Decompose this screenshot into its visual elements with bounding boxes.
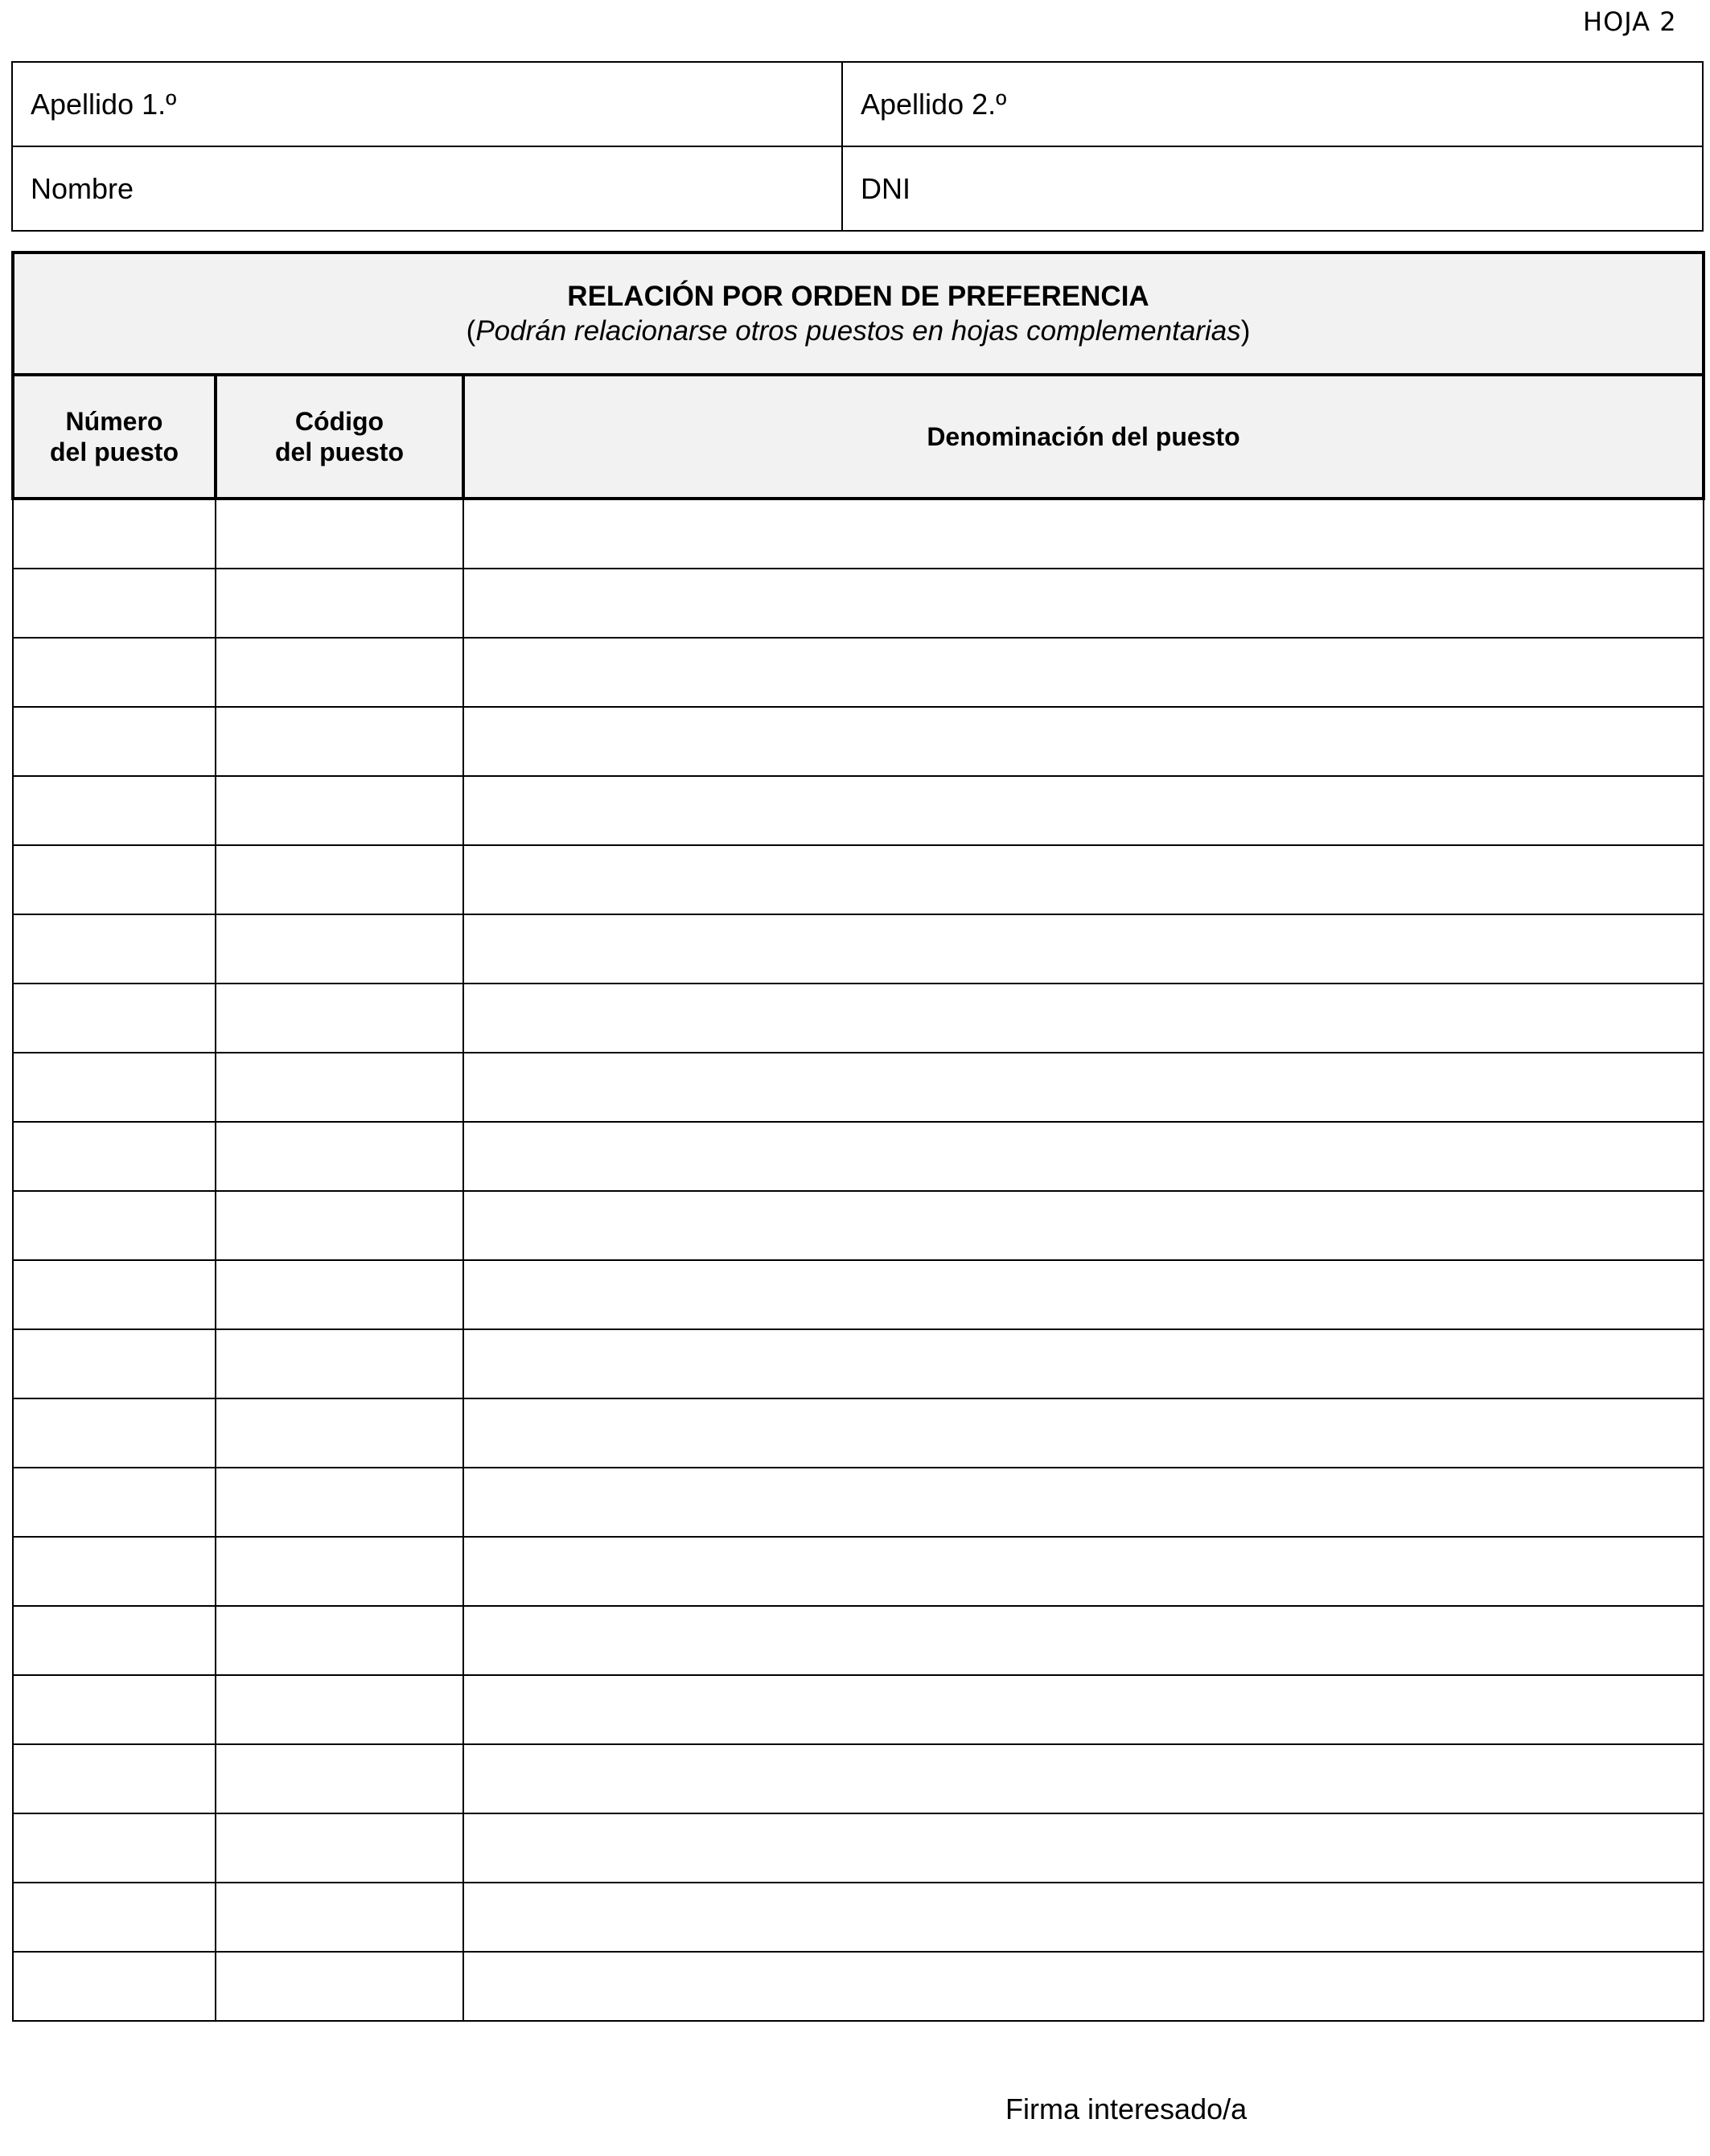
- position-number-cell[interactable]: [13, 638, 216, 707]
- position-code-cell[interactable]: [216, 914, 463, 984]
- table-row: [13, 1675, 1704, 1744]
- surname1-label: Apellido 1.º: [31, 87, 177, 121]
- position-number-cell[interactable]: [13, 1329, 216, 1398]
- dni-label: DNI: [861, 171, 910, 205]
- position-name-cell[interactable]: [463, 1744, 1704, 1813]
- table-row: [13, 914, 1704, 984]
- position-name-cell[interactable]: [463, 1883, 1704, 1952]
- position-number-cell[interactable]: [13, 1675, 216, 1744]
- signature-label: Firma interesado/a: [1005, 2092, 1248, 2125]
- position-code-cell[interactable]: [216, 707, 463, 776]
- name-field[interactable]: [12, 146, 842, 231]
- table-row: [13, 1053, 1704, 1122]
- position-name-cell[interactable]: [463, 776, 1704, 845]
- table-row: [13, 1744, 1704, 1813]
- preferences-subtitle: (Podrán relacionarse otros puestos en hojas complementarias): [466, 315, 1251, 347]
- position-code-cell[interactable]: [216, 1398, 463, 1468]
- position-name-cell[interactable]: [463, 569, 1704, 638]
- table-row: [13, 1260, 1704, 1329]
- position-code-cell[interactable]: [216, 1122, 463, 1191]
- table-row: [13, 1606, 1704, 1675]
- position-name-cell[interactable]: [463, 1468, 1704, 1537]
- position-code-cell[interactable]: [216, 1952, 463, 2021]
- table-row: [13, 1122, 1704, 1191]
- position-code-cell[interactable]: [216, 845, 463, 914]
- table-row: [13, 499, 1704, 569]
- position-code-cell[interactable]: [216, 638, 463, 707]
- table-row: [13, 1468, 1704, 1537]
- position-code-cell[interactable]: [216, 776, 463, 845]
- position-code-cell[interactable]: [216, 1883, 463, 1952]
- position-code-cell[interactable]: [216, 1191, 463, 1260]
- column-header-row: [13, 375, 1704, 499]
- position-name-cell[interactable]: [463, 1053, 1704, 1122]
- position-name-cell[interactable]: [463, 499, 1704, 569]
- table-row: [12, 146, 1703, 231]
- table-row: [13, 1398, 1704, 1468]
- position-number-cell[interactable]: [13, 499, 216, 569]
- position-name-cell[interactable]: [463, 1813, 1704, 1883]
- table-row: [13, 569, 1704, 638]
- personal-data-table: [11, 61, 1704, 232]
- position-name-cell[interactable]: [463, 1191, 1704, 1260]
- position-number-cell[interactable]: [13, 707, 216, 776]
- preferences-title-cell: [13, 253, 1704, 375]
- position-name-cell[interactable]: [463, 1537, 1704, 1606]
- position-name-cell[interactable]: [463, 1329, 1704, 1398]
- table-row: [13, 984, 1704, 1053]
- table-row: [13, 1537, 1704, 1606]
- position-name-cell[interactable]: [463, 707, 1704, 776]
- position-name-cell[interactable]: [463, 1952, 1704, 2021]
- column-header-number: Número del puesto: [13, 375, 216, 499]
- preferences-title: RELACIÓN POR ORDEN DE PREFERENCIA: [567, 281, 1149, 312]
- table-row: [13, 1952, 1704, 2021]
- position-number-cell[interactable]: [13, 1813, 216, 1883]
- table-row: [12, 62, 1703, 146]
- position-code-cell[interactable]: [216, 499, 463, 569]
- table-row: [13, 845, 1704, 914]
- table-row: [13, 1191, 1704, 1260]
- position-code-cell[interactable]: [216, 1744, 463, 1813]
- position-code-cell[interactable]: [216, 569, 463, 638]
- surname1-field[interactable]: [12, 62, 842, 146]
- position-number-cell[interactable]: [13, 1468, 216, 1537]
- position-name-cell[interactable]: [463, 984, 1704, 1053]
- surname2-label: Apellido 2.º: [861, 87, 1007, 121]
- column-header-denomination: Denominación del puesto: [463, 375, 1704, 499]
- position-number-cell[interactable]: [13, 1053, 216, 1122]
- position-number-cell[interactable]: [13, 1260, 216, 1329]
- position-number-cell[interactable]: [13, 776, 216, 845]
- position-name-cell[interactable]: [463, 1260, 1704, 1329]
- position-number-cell[interactable]: [13, 914, 216, 984]
- position-code-cell[interactable]: [216, 1606, 463, 1675]
- name-label: Nombre: [31, 171, 134, 205]
- position-number-cell[interactable]: [13, 1537, 216, 1606]
- position-number-cell[interactable]: [13, 1191, 216, 1260]
- position-name-cell[interactable]: [463, 1606, 1704, 1675]
- table-title-row: [13, 253, 1704, 375]
- table-row: [13, 1329, 1704, 1398]
- position-number-cell[interactable]: [13, 984, 216, 1053]
- table-row: [13, 707, 1704, 776]
- position-code-cell[interactable]: [216, 1468, 463, 1537]
- table-row: [13, 1813, 1704, 1883]
- position-code-cell[interactable]: [216, 1675, 463, 1744]
- position-number-cell[interactable]: [13, 845, 216, 914]
- position-number-cell[interactable]: [13, 1744, 216, 1813]
- position-name-cell[interactable]: [463, 638, 1704, 707]
- table-row: [13, 1883, 1704, 1952]
- position-number-cell[interactable]: [13, 1398, 216, 1468]
- position-number-cell[interactable]: [13, 569, 216, 638]
- position-code-cell[interactable]: [216, 1329, 463, 1398]
- position-code-cell[interactable]: [216, 1053, 463, 1122]
- position-name-cell[interactable]: [463, 1122, 1704, 1191]
- dni-field[interactable]: [842, 146, 1703, 231]
- position-code-cell[interactable]: [216, 1537, 463, 1606]
- preferences-body: [13, 499, 1704, 2021]
- position-name-cell[interactable]: [463, 845, 1704, 914]
- position-code-cell[interactable]: [216, 1813, 463, 1883]
- position-number-cell[interactable]: [13, 1952, 216, 2021]
- position-number-cell[interactable]: [13, 1883, 216, 1952]
- position-code-cell[interactable]: [216, 1260, 463, 1329]
- surname2-field[interactable]: [842, 62, 1703, 146]
- position-name-cell[interactable]: [463, 914, 1704, 984]
- position-number-cell[interactable]: [13, 1606, 216, 1675]
- sheet-number: HOJA 2: [1583, 6, 1677, 37]
- position-number-cell[interactable]: [13, 1122, 216, 1191]
- preferences-table: [11, 251, 1705, 2022]
- table-row: [13, 638, 1704, 707]
- table-row: [13, 776, 1704, 845]
- position-code-cell[interactable]: [216, 984, 463, 1053]
- position-name-cell[interactable]: [463, 1398, 1704, 1468]
- column-header-code: Código del puesto: [216, 375, 463, 499]
- position-name-cell[interactable]: [463, 1675, 1704, 1744]
